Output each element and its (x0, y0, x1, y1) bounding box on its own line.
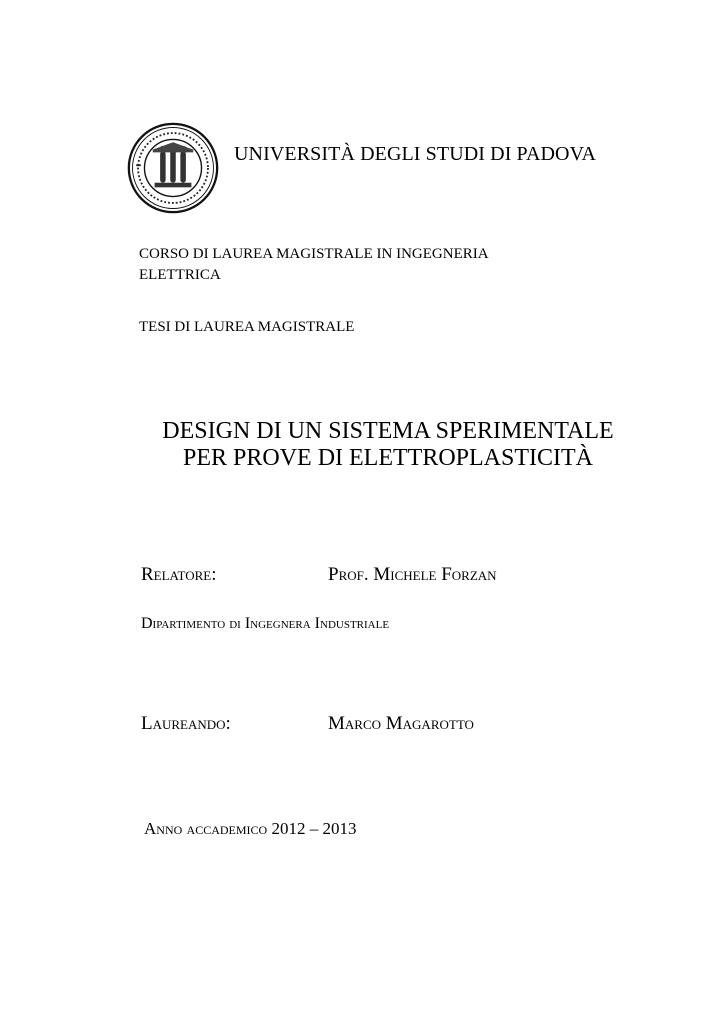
university-seal-icon (127, 122, 219, 214)
university-name: UNIVERSITÀ DEGLI STUDI DI PADOVA (234, 143, 597, 165)
supervisor-name: Prof. Michele Forzan (328, 564, 497, 585)
thesis-title-line-1: DESIGN DI UN SISTEMA SPERIMENTALE (162, 418, 614, 444)
course-line-2: ELETTRICA (139, 267, 221, 283)
supervisor-label: Relatore: (141, 564, 217, 585)
academic-year-value: 2012 – 2013 (271, 819, 357, 838)
supervisor-department: Dipartimento di Ingegnera Industriale (141, 615, 390, 632)
candidate-label: Laureando: (141, 713, 231, 734)
thesis-title-line-2: PER PROVE DI ELETTROPLASTICITÀ (183, 445, 593, 471)
thesis-title (120, 418, 656, 472)
academic-year (144, 819, 356, 839)
thesis-type: TESI DI LAUREA MAGISTRALE (139, 319, 355, 335)
candidate-name: Marco Magarotto (328, 713, 474, 734)
course-line-1: CORSO DI LAUREA MAGISTRALE IN INGEGNERIA (139, 246, 489, 262)
academic-year-label: Anno accademico (144, 819, 268, 838)
course-name (139, 244, 599, 286)
